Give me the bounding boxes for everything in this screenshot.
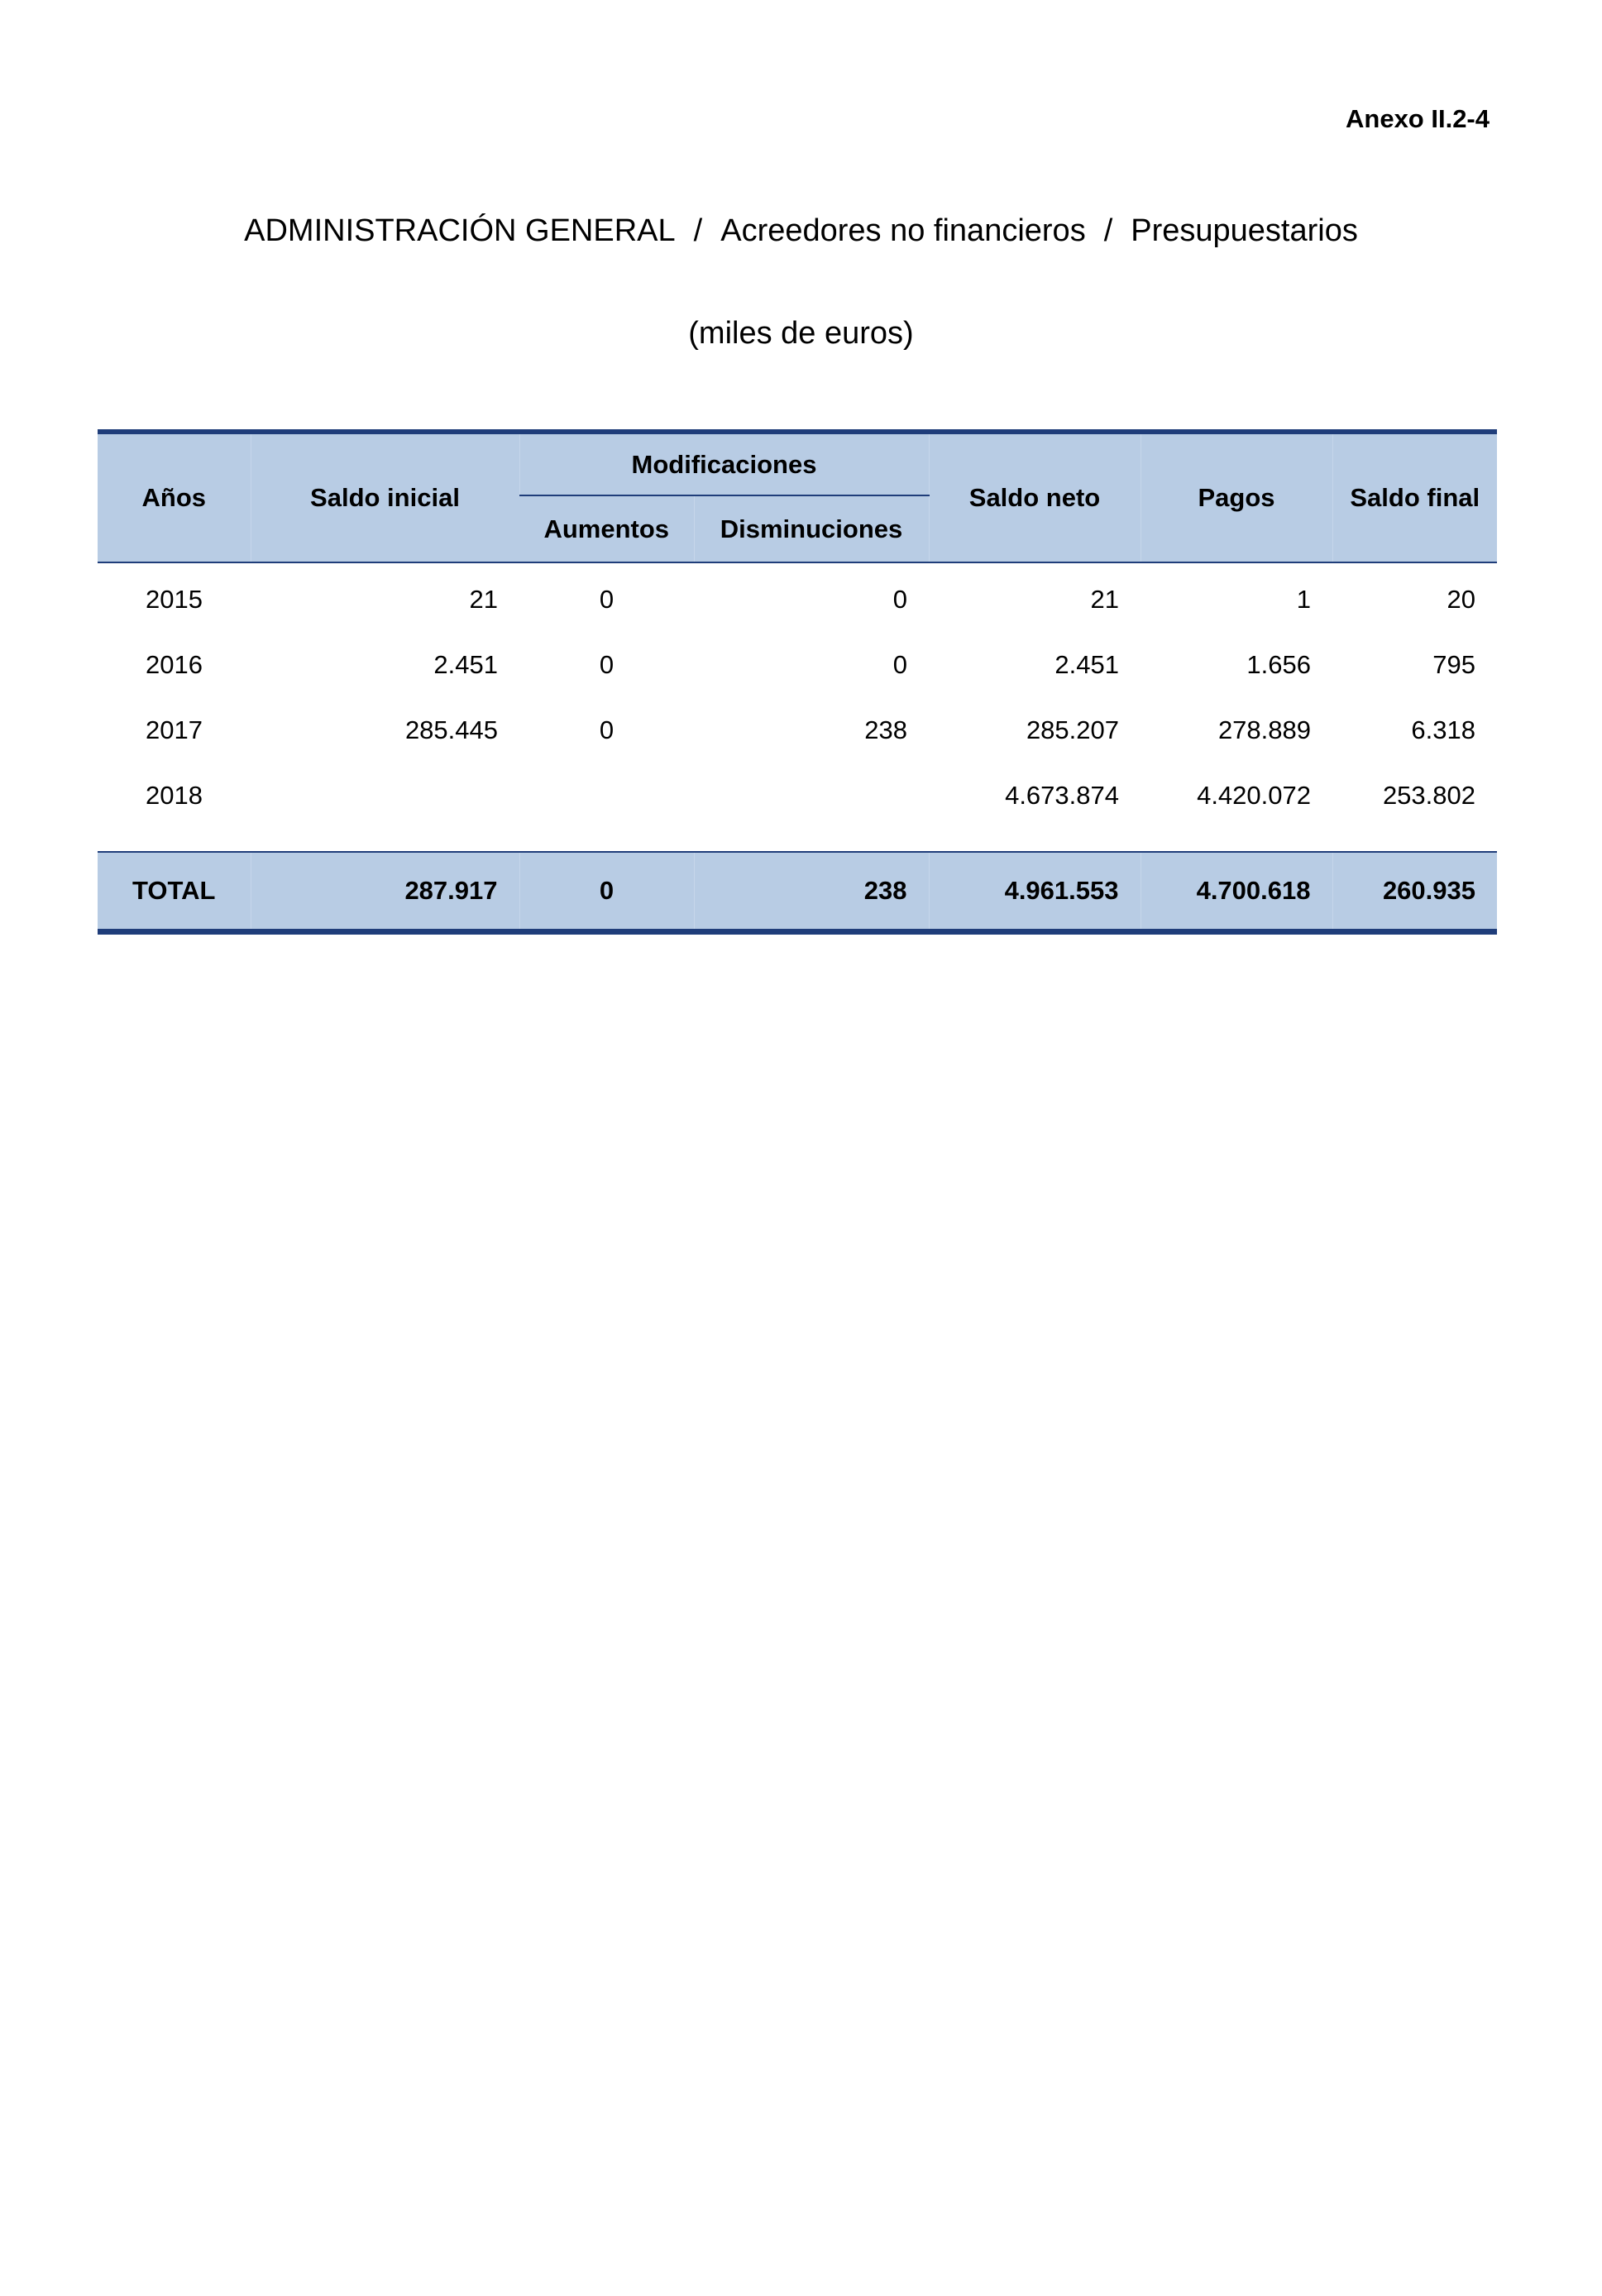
title-part-2: Acreedores no financieros [720, 213, 1086, 248]
cell-saldo-neto: 21 [1090, 584, 1119, 614]
total-saldo-inicial: 287.917 [251, 852, 519, 932]
cell-saldo-neto: 4.673.874 [1005, 780, 1119, 810]
total-saldo-neto: 4.961.553 [929, 852, 1141, 932]
header-year: Años [98, 432, 251, 562]
table-body [98, 562, 1497, 932]
header-disminuciones: Disminuciones [694, 495, 929, 562]
page-title [0, 213, 1602, 249]
cell-year: 2015 [146, 584, 203, 614]
title-part-1: ADMINISTRACIÓN GENERAL [244, 213, 676, 248]
table-row [98, 697, 1497, 763]
cell-saldo-final: 253.802 [1382, 780, 1475, 810]
header-saldo-neto: Saldo neto [929, 432, 1141, 562]
cell-saldo-final: 6.318 [1411, 715, 1475, 744]
data-table [98, 429, 1497, 935]
total-saldo-final: 260.935 [1332, 852, 1497, 932]
cell-year: 2018 [146, 780, 203, 810]
cell-disminuciones: 0 [892, 584, 907, 614]
header-pagos: Pagos [1141, 432, 1332, 562]
total-pagos: 4.700.618 [1141, 852, 1332, 932]
cell-aumentos [519, 763, 694, 828]
table-row [98, 562, 1497, 632]
cell-aumentos: 0 [599, 584, 614, 614]
total-aumentos: 0 [519, 852, 694, 932]
cell-disminuciones: 238 [864, 715, 907, 744]
cell-pagos: 278.889 [1217, 715, 1311, 744]
cell-pagos: 4.420.072 [1197, 780, 1311, 810]
table-header [98, 432, 1497, 562]
cell-saldo-neto: 285.207 [1026, 715, 1119, 744]
header-saldo-final: Saldo final [1332, 432, 1497, 562]
cell-saldo-final: 795 [1432, 649, 1475, 679]
cell-saldo-inicial: 21 [469, 584, 498, 614]
cell-pagos: 1 [1296, 584, 1311, 614]
title-separator-1: / [693, 213, 703, 248]
cell-saldo-final: 20 [1447, 584, 1475, 614]
cell-disminuciones [694, 763, 929, 828]
cell-pagos: 1.656 [1246, 649, 1311, 679]
cell-disminuciones: 0 [892, 649, 907, 679]
header-modificaciones: Modificaciones [519, 432, 929, 495]
cell-aumentos: 0 [599, 649, 614, 679]
title-separator-2: / [1103, 213, 1113, 248]
title-part-3: Presupuestarios [1131, 213, 1358, 248]
table-row [98, 763, 1497, 828]
cell-saldo-inicial: 285.445 [404, 715, 498, 744]
cell-year: 2016 [146, 649, 203, 679]
annex-label: Anexo II.2-4 [1346, 104, 1490, 133]
cell-saldo-inicial: 2.451 [433, 649, 498, 679]
page-subtitle: (miles de euros) [688, 316, 914, 351]
cell-saldo-neto: 2.451 [1054, 649, 1119, 679]
total-label: TOTAL [98, 852, 251, 932]
cell-year: 2017 [146, 715, 203, 744]
total-row [98, 852, 1497, 932]
header-saldo-inicial: Saldo inicial [251, 432, 519, 562]
cell-saldo-inicial [251, 763, 519, 828]
header-aumentos: Aumentos [519, 495, 694, 562]
total-disminuciones: 238 [694, 852, 929, 932]
table-row [98, 632, 1497, 697]
spacer-row [98, 828, 1497, 852]
cell-aumentos: 0 [599, 715, 614, 744]
